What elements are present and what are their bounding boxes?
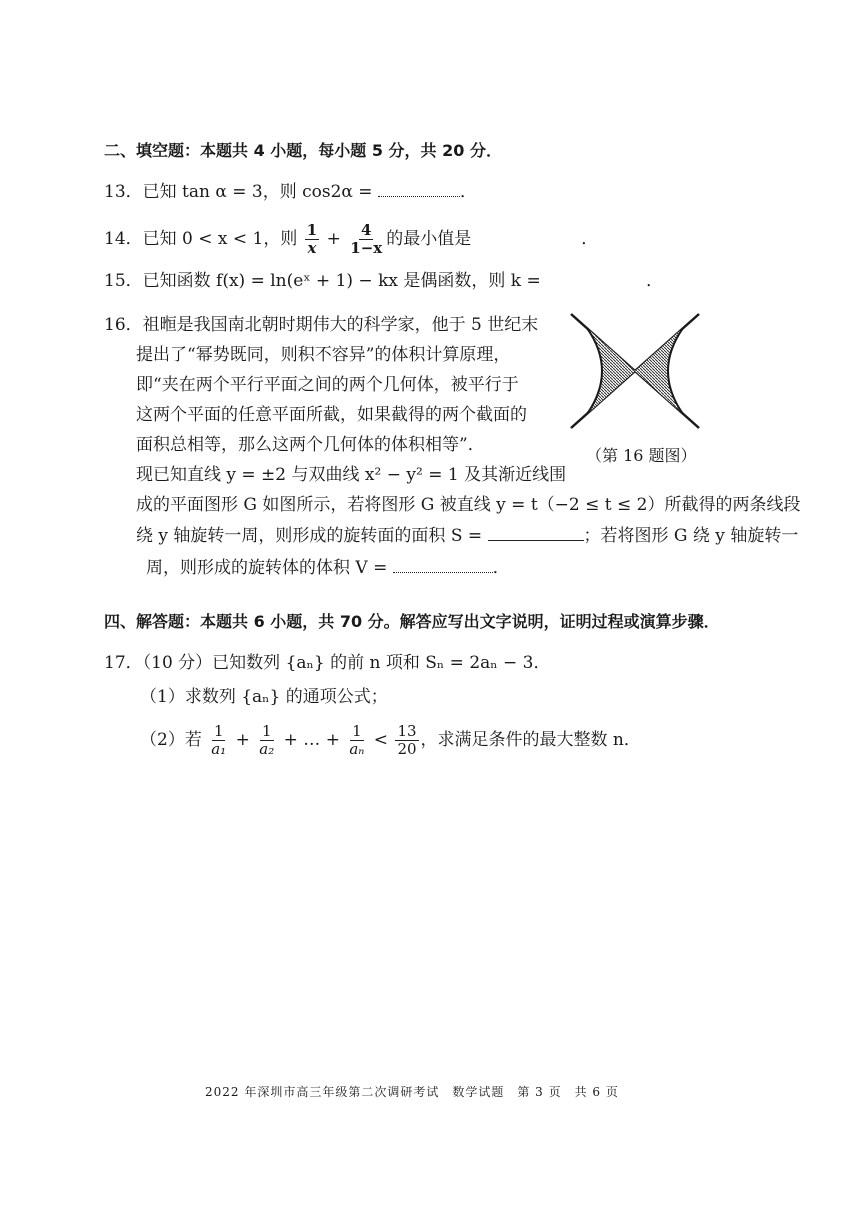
question-end: ． <box>646 271 664 291</box>
question-text: （10 分）已知数列 {aₙ} 的前 n 项和 Sₙ = 2aₙ − 3． <box>142 653 551 673</box>
question-16-line-8 <box>136 524 798 547</box>
fraction: $\frac{13}{20}$ <box>397 722 417 758</box>
question-17 <box>104 652 551 674</box>
question-16-line-7: 成的平面图形 G 如图所示，若将图形 G 被直线 y = t（−2 ≤ t ≤ 2）所截得的两条线段 <box>136 495 801 515</box>
answer-blank[interactable] <box>546 270 646 286</box>
fraction: $\frac{1}{\text{aₙ}}$ <box>349 722 365 758</box>
question-16-line-5: 面积总相等，那么这两个几何体的体积相等”． <box>136 435 485 455</box>
answer-blank-area[interactable] <box>488 524 584 541</box>
answer-blank-volume[interactable] <box>393 556 493 573</box>
question-text: 已知函数 f(x) = ln(eˣ + 1) − kx 是偶函数，则 k = <box>142 271 547 291</box>
question-number: 17． <box>104 653 143 673</box>
ellipsis-plus: + … + <box>283 730 340 750</box>
figure-caption: （第 16 题图） <box>586 446 697 465</box>
hyperbola-figure <box>565 308 705 436</box>
question-end: ． <box>459 182 477 202</box>
plus-sign: + <box>326 229 341 249</box>
question-number: 13． <box>104 182 143 202</box>
fraction: $\frac{1}{x}$ <box>306 221 318 257</box>
question-16-line-3: 即“夹在两个平行平面之间的两个几何体，被平行于 <box>136 375 519 395</box>
question-text: ，求满足条件的最大整数 n． <box>420 730 641 750</box>
question-text: 已知 tan α = 3，则 cos2α = <box>142 182 378 202</box>
section-heading-fill-in: 二、填空题：本题共 4 小题，每小题 5 分，共 20 分． <box>104 141 502 160</box>
question-14 <box>104 221 598 257</box>
question-text: 已知 0 < x < 1，则 <box>142 229 298 249</box>
question-end: ． <box>581 229 599 249</box>
question-17-part-1: （1）求数列 {aₙ} 的通项公式； <box>140 687 388 707</box>
page-footer: 2022 年深圳市高三年级第二次调研考试 数学试题 第 3 页 共 6 页 <box>205 1085 619 1099</box>
question-text: （2）若 <box>140 730 202 750</box>
question-number: 15． <box>104 271 143 291</box>
question-17-part-2: （2）若 $\frac{1}{\text{a₁}}$ + $\frac{1}{\text{a₂}}$ + … + $\frac{1}{\text{aₙ}}$ < $\frac{13}{20}$ ，求满足条件的最大整数 n． <box>140 722 641 758</box>
question-16-line-1 <box>104 314 538 336</box>
question-number: 16． <box>104 315 143 335</box>
question-text: 周，则形成的旋转体的体积 V = <box>146 558 393 578</box>
question-end: ． <box>492 558 510 578</box>
question-text: 绕 y 轴旋转一周，则形成的旋转面的面积 S = <box>136 526 488 546</box>
question-number: 14． <box>104 229 143 249</box>
question-13 <box>104 180 477 203</box>
question-16-line-2: 提出了“幂势既同，则积不容异”的体积计算原理， <box>136 345 511 365</box>
fraction: $\frac{1}{\text{a₂}}$ <box>259 722 275 758</box>
fraction: $\frac{1}{\text{a₁}}$ <box>211 722 227 758</box>
question-text: ；若将图形 G 绕 y 轴旋转一 <box>583 526 799 546</box>
fraction: $\frac{4}{1-x}$ <box>350 221 383 257</box>
answer-blank[interactable] <box>471 228 581 244</box>
section-heading-answer: 四、解答题：本题共 6 小题，共 70 分。解答应写出文字说明，证明过程或演算步骤． <box>104 612 720 631</box>
question-16-line-4: 这两个平面的任意平面所截，如果截得的两个截面的 <box>136 405 527 425</box>
question-16-line-6: 现已知直线 y = ±2 与双曲线 x² − y² = 1 及其渐近线围 <box>136 465 567 485</box>
question-15 <box>104 270 663 292</box>
question-text: 的最小值是 <box>386 229 472 249</box>
answer-blank[interactable] <box>378 180 460 197</box>
less-than-sign: < <box>373 730 389 750</box>
question-text: 祖暅是我国南北朝时期伟大的科学家，他于 5 世纪末 <box>142 315 539 335</box>
question-16-line-9 <box>146 556 510 579</box>
